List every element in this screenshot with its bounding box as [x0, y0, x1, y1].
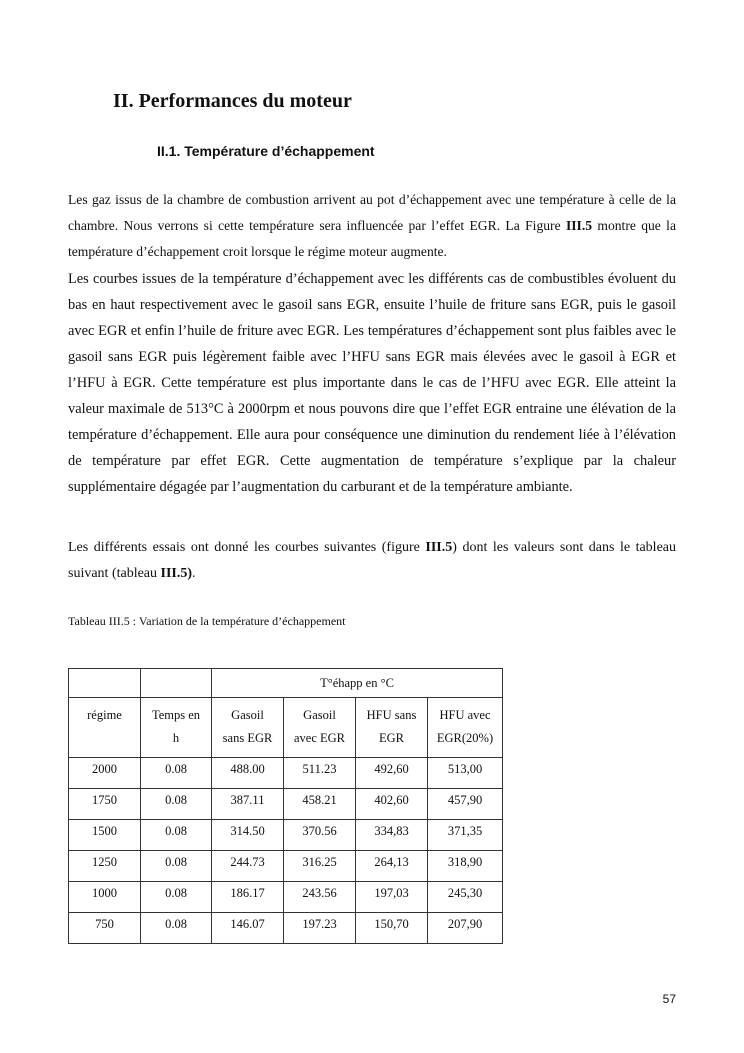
para1-text-2: montre que la température d’échappement croit lorsque le régime moteur augmente. — [68, 218, 676, 259]
column-header — [212, 698, 284, 758]
table-cell: 150,70 — [356, 913, 428, 944]
table-cell: 511.23 — [284, 758, 356, 789]
column-header-line: Temps en — [151, 708, 201, 722]
column-header-line: Gasoil — [231, 708, 264, 722]
empty-header-cell — [141, 669, 212, 698]
column-header — [69, 698, 141, 758]
table-cell: 0.08 — [141, 851, 212, 882]
column-header-line: régime — [87, 708, 122, 722]
table-cell: 387.11 — [212, 789, 284, 820]
figure-ref: III.5 — [565, 218, 593, 233]
table-row — [69, 882, 503, 913]
table-group-header-row — [69, 669, 503, 698]
column-header-line: h — [172, 731, 180, 745]
table-cell: 0.08 — [141, 758, 212, 789]
table-cell: 245,30 — [428, 882, 503, 913]
table-cell: 334,83 — [356, 820, 428, 851]
table-row — [69, 758, 503, 789]
table-caption: Tableau III.5 : Variation de la température d’échappement — [68, 614, 346, 628]
column-header-line: EGR(20%) — [436, 731, 494, 745]
table-cell: 197.23 — [284, 913, 356, 944]
table-cell: 402,60 — [356, 789, 428, 820]
table-row — [69, 913, 503, 944]
column-header — [356, 698, 428, 758]
column-header-line: HFU avec — [439, 708, 491, 722]
exhaust-temperature-table — [68, 668, 503, 944]
section-heading: II. Performances du moteur — [113, 90, 352, 112]
page-number: 57 — [662, 992, 676, 1006]
table-cell: 207,90 — [428, 913, 503, 944]
table-cell: 1500 — [69, 820, 141, 851]
group-header-cell: T°éhapp en °C — [212, 669, 503, 698]
para1-text-1: Les gaz issus de la chambre de combustion arrivent au pot d’échappement avec une température à celle de la chambre. Nous verrons si cette température sera influencée par l’effet EGR. La Figure — [68, 192, 676, 233]
table-cell: 0.08 — [141, 882, 212, 913]
column-header-line: Gasoil — [303, 708, 336, 722]
figure-ref: III.5 — [425, 540, 453, 555]
table-cell: 244.73 — [212, 851, 284, 882]
table-cell: 750 — [69, 913, 141, 944]
table-cell: 2000 — [69, 758, 141, 789]
column-header-line: sans EGR — [222, 731, 273, 745]
paragraph-curves: Les courbes issues de la température d’échappement avec les différents cas de combustibles évoluent du bas en haut respectivement avec le gasoil sans EGR, ensuite l’huile de friture sans EGR, puis le gasoil avec EGR et enfin l’huile de friture avec EGR. Les températures d’échappement sont plus faibles avec le gasoil sans EGR puis légèrement faible avec l’HFU sans EGR mais élevées avec le gasoil à EGR et l’HFU à EGR. Cette température est plus importante dans le cas de l’HFU avec EGR. Elle atteint la valeur maximale de 513°C à 2000rpm et nous pouvons dire que l’effet EGR entraine une élévation de la température d’échappement. Elle aura pour conséquence une diminution du rendement liée à l’élévation de température par effet EGR. Cette augmentation de température s’explique par la chaleur supplémentaire dégagée par l’augmentation du carburant et de la température ambiante. — [68, 271, 676, 495]
table-cell: 513,00 — [428, 758, 503, 789]
para3-text-3: . — [192, 566, 196, 581]
column-header-line: avec EGR — [293, 731, 346, 745]
table-cell: 318,90 — [428, 851, 503, 882]
table-cell: 314.50 — [212, 820, 284, 851]
column-header — [284, 698, 356, 758]
table-header-row — [69, 698, 503, 758]
table-row — [69, 851, 503, 882]
paragraph-tests — [68, 535, 676, 587]
table-cell: 146.07 — [212, 913, 284, 944]
table-cell: 1750 — [69, 789, 141, 820]
column-header — [141, 698, 212, 758]
table-cell: 458.21 — [284, 789, 356, 820]
table-cell: 370.56 — [284, 820, 356, 851]
paragraph-intro — [68, 187, 676, 265]
para3-text-1: Les différents essais ont donné les courbes suivantes (figure — [68, 540, 426, 555]
table-cell: 316.25 — [284, 851, 356, 882]
column-header-line: HFU sans — [366, 708, 417, 722]
table-row — [69, 789, 503, 820]
table-cell: 492,60 — [356, 758, 428, 789]
subsection-heading: II.1. Température d’échappement — [157, 143, 375, 159]
empty-header-cell — [69, 669, 141, 698]
table-cell: 243.56 — [284, 882, 356, 913]
table-cell: 457,90 — [428, 789, 503, 820]
table-cell: 186.17 — [212, 882, 284, 913]
para3-text-2: ) dont les valeurs sont dans le tableau suivant (tableau — [68, 540, 676, 581]
table-cell: 197,03 — [356, 882, 428, 913]
table-cell: 0.08 — [141, 820, 212, 851]
table-cell: 1250 — [69, 851, 141, 882]
table-cell: 0.08 — [141, 913, 212, 944]
table-row — [69, 820, 503, 851]
column-header — [428, 698, 503, 758]
table-ref: III.5) — [160, 566, 193, 581]
table-cell: 488.00 — [212, 758, 284, 789]
table-cell: 0.08 — [141, 789, 212, 820]
table-cell: 371,35 — [428, 820, 503, 851]
column-header-line: EGR — [379, 731, 404, 745]
table-cell: 264,13 — [356, 851, 428, 882]
table-cell: 1000 — [69, 882, 141, 913]
